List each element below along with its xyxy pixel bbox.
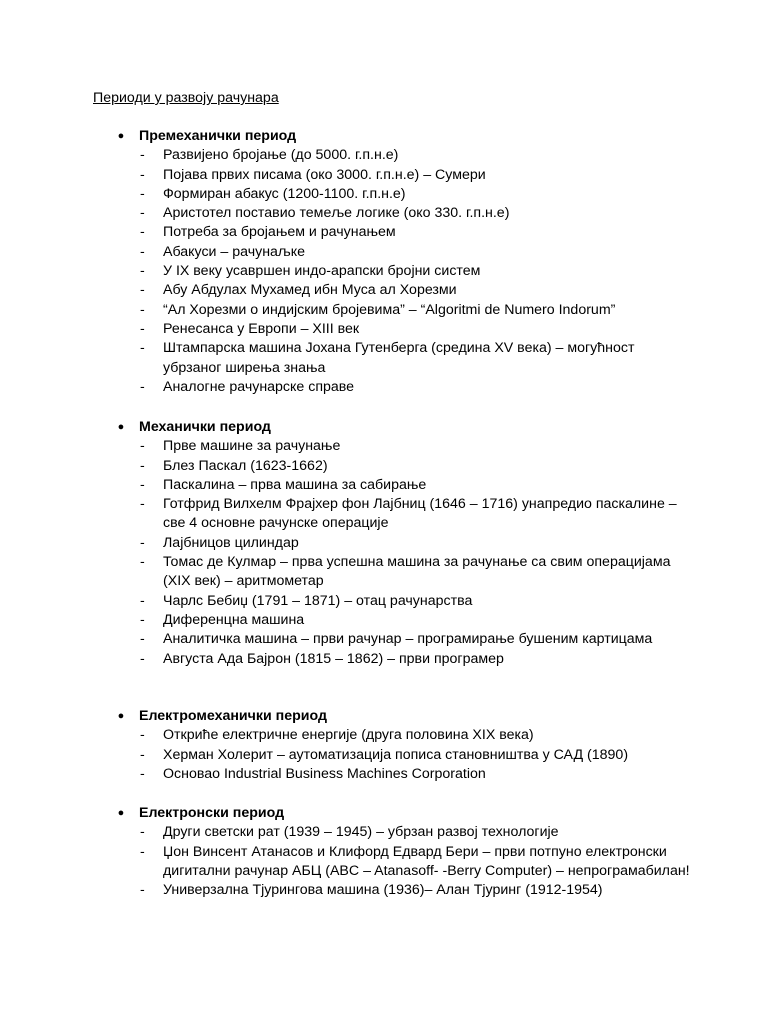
dash-icon: - bbox=[140, 631, 145, 648]
list-item: - Штампарска машина Јохана Гутенберга (средина XV века) – могућност убрзаног ширења знања bbox=[140, 340, 635, 376]
section-mechanical bbox=[0, 418, 768, 669]
dash-icon: - bbox=[140, 534, 145, 551]
list-item: - Развијено бројање (до 5000. г.п.н.е) bbox=[163, 146, 693, 165]
list-item: - Џон Винсент Атанасов и Клифорд Едвард Бери – први потпуно електронски дигитални рачунар АБЦ (ABC – Atanasoff- -Berry Computer) – непрограмабилан! bbox=[140, 843, 690, 879]
section-heading: Електромеханички период bbox=[139, 708, 327, 724]
dash-icon: - bbox=[140, 727, 145, 744]
dash-icon: - bbox=[140, 340, 145, 357]
bullet-icon: ● bbox=[117, 710, 125, 722]
dash-icon: - bbox=[140, 824, 145, 841]
dash-icon: - bbox=[140, 243, 145, 260]
list-item: - Чарлс Бебиџ (1791 – 1871) – отац рачунарства bbox=[163, 592, 693, 611]
section-heading: Електронски период bbox=[139, 805, 285, 821]
list-item: - Откриће електричне енергије (друга половина XIX века) bbox=[163, 726, 693, 745]
dash-icon: - bbox=[140, 438, 145, 455]
dash-icon: - bbox=[140, 147, 145, 164]
dash-icon: - bbox=[140, 263, 145, 280]
list-item: - Готфрид Вилхелм Фрајхер фон Лајбниц (1646 – 1716) унапредио паскалине – све 4 основне рачунске операције bbox=[140, 496, 677, 532]
list-item: - Основао Industrial Business Machines Corporation bbox=[163, 765, 693, 784]
list-item: - Блез Паскал (1623-1662) bbox=[163, 457, 693, 476]
dash-icon: - bbox=[140, 166, 145, 183]
dash-icon: - bbox=[140, 282, 145, 299]
item-list bbox=[0, 437, 768, 669]
list-item: - Ренесанса у Европи – XIII век bbox=[163, 320, 693, 339]
dash-icon: - bbox=[140, 611, 145, 628]
dash-icon: - bbox=[140, 765, 145, 782]
list-item: - Аристотел поставио темеље логике (око 330. г.п.н.е) bbox=[163, 204, 693, 223]
section-heading-row bbox=[0, 127, 768, 146]
item-list bbox=[0, 823, 768, 900]
dash-icon: - bbox=[140, 496, 145, 513]
list-item: - Томас де Кулмар – прва успешна машина за рачунање са свим операцијама (XIX век) – аритмометар bbox=[140, 554, 671, 590]
dash-icon: - bbox=[140, 301, 145, 318]
item-list bbox=[0, 146, 768, 397]
dash-icon: - bbox=[140, 185, 145, 202]
list-item: - Абу Абдулах Мухамед ибн Муса ал Хорезми bbox=[163, 281, 693, 300]
dash-icon: - bbox=[140, 457, 145, 474]
list-item: - Универзална Тјурингова машина (1936)– Алан Тјуринг (1912-1954) bbox=[163, 881, 693, 900]
list-item: - Херман Холерит – аутоматизација пописа становништва у САД (1890) bbox=[163, 746, 693, 765]
section-heading-row bbox=[0, 418, 768, 437]
dash-icon: - bbox=[140, 746, 145, 763]
section-electromechanical bbox=[0, 707, 768, 784]
list-item: - Аналитичка машина – први рачунар – програмирање бушеним картицама bbox=[163, 630, 693, 649]
list-item: - “Ал Хорезми о индијским бројевима” – “Algoritmi de Numero Indorum” bbox=[163, 301, 693, 320]
section-premechanical bbox=[0, 127, 768, 397]
dash-icon: - bbox=[140, 320, 145, 337]
section-electronic bbox=[0, 804, 768, 900]
list-item: - Диференцна машина bbox=[163, 611, 693, 630]
dash-icon: - bbox=[140, 592, 145, 609]
dash-icon: - bbox=[140, 205, 145, 222]
dash-icon: - bbox=[140, 476, 145, 493]
document-title: Периоди у развоју рачунара bbox=[93, 90, 279, 106]
bullet-icon: ● bbox=[117, 130, 125, 142]
item-list bbox=[0, 726, 768, 784]
list-item: - Абакуси – рачунаљке bbox=[163, 243, 693, 262]
list-item: - Потреба за бројањем и рачунањем bbox=[163, 223, 693, 242]
dash-icon: - bbox=[140, 554, 145, 571]
list-item: - Паскалина – прва машина за сабирање bbox=[163, 476, 693, 495]
dash-icon: - bbox=[140, 843, 145, 860]
dash-icon: - bbox=[140, 224, 145, 241]
section-heading-row bbox=[0, 804, 768, 823]
list-item: - Други светски рат (1939 – 1945) – убрзан развој технологије bbox=[163, 823, 693, 842]
list-item: - Лајбницов цилиндар bbox=[163, 534, 693, 553]
bullet-icon: ● bbox=[117, 807, 125, 819]
dash-icon: - bbox=[140, 378, 145, 395]
dash-icon: - bbox=[140, 650, 145, 667]
list-item: - Августа Ада Бајрон (1815 – 1862) – први програмер bbox=[163, 650, 693, 669]
list-item: - У IX веку усавршен индо-арапски бројни систем bbox=[163, 262, 693, 281]
section-heading: Премеханички период bbox=[139, 128, 297, 144]
section-heading-row bbox=[0, 707, 768, 726]
list-item: - Прве машине за рачунање bbox=[163, 437, 693, 456]
section-heading: Механички период bbox=[139, 419, 271, 435]
list-item: - Формиран абакус (1200-1100. г.п.н.е) bbox=[163, 185, 693, 204]
list-item: - Појава првих писама (око 3000. г.п.н.е) – Сумери bbox=[163, 166, 693, 185]
dash-icon: - bbox=[140, 882, 145, 899]
bullet-icon: ● bbox=[117, 421, 125, 433]
list-item: - Аналогне рачунарске справе bbox=[163, 378, 693, 397]
